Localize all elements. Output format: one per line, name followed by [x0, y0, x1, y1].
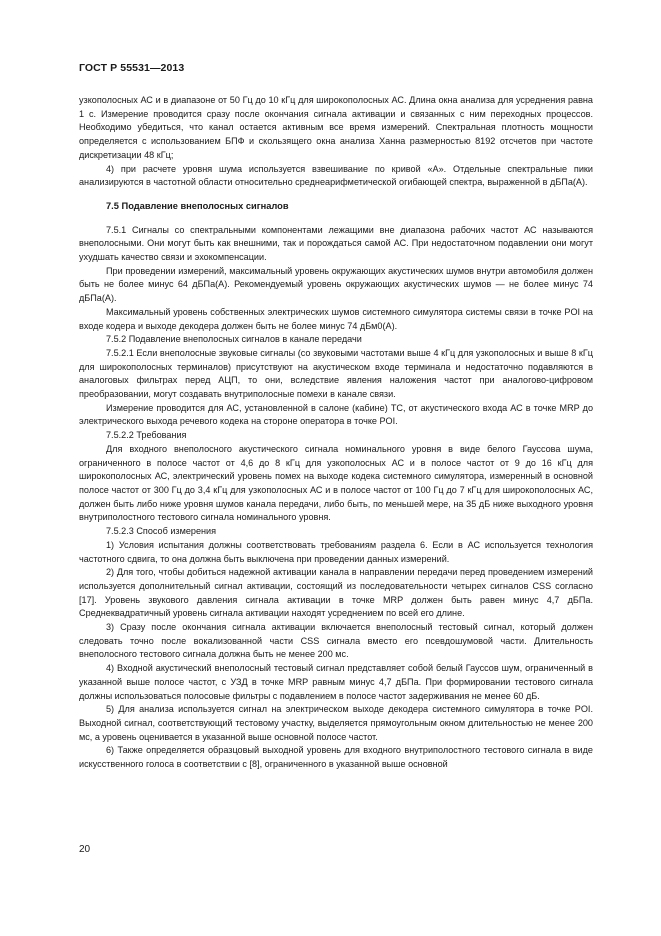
paragraph: Максимальный уровень собственных электрических шумов системного симулятора системы связи в точке POI на входе кодера и выходе декодера должен быть не более минус 74 дБм0(А).: [79, 306, 593, 331]
paragraph: Для входного внеполосного акустического сигнала номинального уровня в виде белого Гауссова шума, ограниченного в полосе частот от 4,6 до 8 кГц для узкополосных АС и в полосе частот от 9 до 16 кГц для широкополосных АС, электрический уровень помех на выходе кодека системного симулятора, измеренный в основной полосе частот от 300 Гц до 3,4 кГц для узкополосных АС и в полосе частот от 100 Гц до 7 кГц для широкополосных АС, должен быть либо ниже уровня шумов канала передачи, либо быть, по меньшей мере, на 35 дБ ниже выходного уровня внутриполостного тестового сигнала номинального уровня.: [79, 443, 593, 523]
list-item: 6) Также определяется образцовый выходной уровень для входного внутриполостного тестового сигнала в виде искусственного голоса в соответствии с [8], ограниченного в указанной выше основной: [79, 745, 593, 770]
section-heading: 7.5 Подавление внеполосных сигналов: [106, 200, 289, 211]
subsection-heading: 7.5.2.2 Требования: [106, 430, 187, 441]
paragraph: узкополосных АС и в диапазоне от 50 Гц до 10 кГц для широкополосных АС. Длина окна анализа для усреднения равна 1 с. Измерение проводится сразу после окончания сигнала активации и связанных с ним переходных процессов. Необходимо убедиться, что канал остается активным все время измерений. Спектральная плотность мощности определяется с использованием БПФ и скользящего окна анализа Ханна размерностью 8192 отсчетов при частоте дискретизации 48 кГц;: [79, 95, 593, 160]
page-number: 20: [79, 844, 91, 855]
paragraph: При проведении измерений, максимальный уровень окружающих акустических шумов внутри автомобиля должен быть не более минус 64 дБПа(А). Рекомендуемый уровень окружающих акустических шумов — не более минус 74 дБПа(А).: [79, 265, 593, 304]
subsection-heading: 7.5.2.3 Способ измерения: [106, 526, 217, 537]
list-item: 2) Для того, чтобы добиться надежной активации канала в направлении передачи перед проведением измерений используется дополнительный сигнал активации, состоящий из последовательности четырех сигналов CSS согласно [17]. Уровень звукового давления сигнала активации в точке MRP должен быть равен минус 4,7 дБПа. Среднеквадратичный уровень сигнала активации находят усреднением по всей его длине.: [79, 567, 593, 619]
subsection-heading: 7.5.2 Подавление внеполосных сигналов в канале передачи: [106, 334, 362, 345]
paragraph: 7.5.2.1 Если внеполосные звуковые сигналы (со звуковыми частотами выше 4 кГц для узкополосных и выше 8 кГц для широкополосных терминалов) присутствуют на акустическом входе терминала и недостаточно подавляются в аналоговых фильтрах перед АЦП, то они, вследствие явления наложения частот при аналогово-цифровом преобразовании, могут создавать внутриполосные помехи в канале связи.: [79, 347, 593, 400]
paragraph: 4) при расчете уровня шума используется взвешивание по кривой «А». Отдельные спектральные пики анализируются в частотной области относительно среднеарифметической огибающей спектра, выраженной в дБПа(А).: [79, 163, 593, 188]
list-item: 5) Для анализа используется сигнал на электрическом выходе декодера системного симулятора в точке POI. Выходной сигнал, соответствующий тестовому участку, выделяется прямоугольным окном длительностью не менее 200 мс, а уровень оценивается в указанной выше основной полосе частот.: [79, 704, 593, 742]
list-item: 1) Условия испытания должны соответствовать требованиям раздела 6. Если в АС используется технология частотного сдвига, то она должна быть выключена при проведении данных измерений.: [79, 539, 593, 564]
list-item: 3) Сразу после окончания сигнала активации включается внеполосный тестовый сигнал, который должен следовать точно после вокализованной части CSS сигнала вместо его псевдошумовой части. Длительность внеполосного тестового сигнала должна быть не менее 200 мс.: [79, 622, 593, 660]
page-body: [79, 94, 593, 772]
paragraph: Измерение проводится для АС, установленной в салоне (кабине) ТС, от акустического входа АС в точке MRP до электрического выхода речевого кодека на стороне оператора в точке POI.: [79, 402, 593, 427]
document-header: ГОСТ Р 55531—2013: [79, 62, 185, 74]
paragraph: 7.5.1 Сигналы со спектральными компонентами лежащими вне диапазона рабочих частот АС называются внеполосными. Они могут быть как внешними, так и порождаться самой АС. При недостаточном подавлении они могут ухудшать качество связи и эхокомпенсации.: [79, 224, 593, 263]
list-item: 4) Входной акустический внеполосный тестовый сигнал представляет собой белый Гауссов шум, ограниченный в указанной выше полосе частот, с УЗД в точке MRP равным минус 4,7 дБПа. При формировании тестового сигнала должны использоваться полосовые фильтры с подавлением в полосе частот задерживания не менее 60 дБ.: [79, 663, 593, 701]
